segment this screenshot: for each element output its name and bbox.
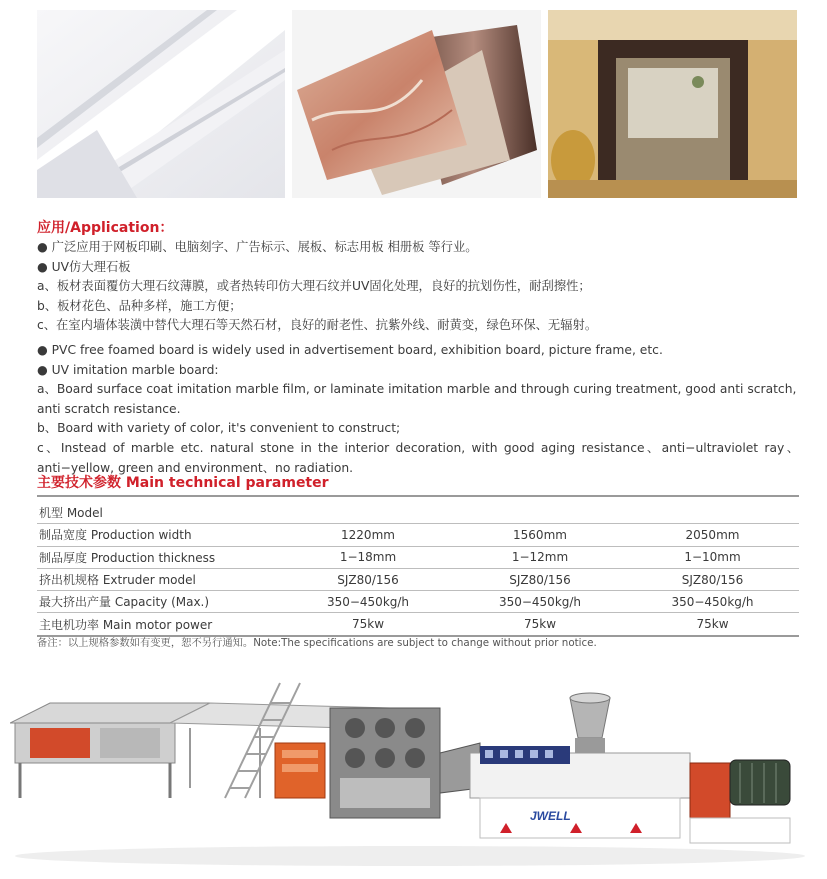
- row-label: 挤出机规格 Extruder model: [37, 568, 282, 590]
- table-row: [37, 524, 799, 546]
- interior-marble-photo: [548, 10, 797, 198]
- cn-item-b: b、板材花色、品种多样，施工方便；: [37, 298, 242, 313]
- bullet-icon: ●: [37, 342, 52, 357]
- cell-value: 1−18mm: [282, 546, 454, 568]
- cell-value: 75kw: [454, 613, 626, 636]
- cell-value: 1560mm: [454, 524, 626, 546]
- row-label: 制品宽度 Production width: [37, 524, 282, 546]
- bullet-icon: ●: [37, 259, 52, 274]
- table-row: [37, 502, 799, 524]
- table-row: [37, 568, 799, 590]
- cell-value: 350−450kg/h: [454, 591, 626, 613]
- en-item-a: a、Board surface coat imitation marble film, or laminate imitation marble and through curing treatment, good anti scratch, anti scratch resistance.: [37, 382, 797, 416]
- row-label: 最大挤出产量 Capacity (Max.): [37, 591, 282, 613]
- en-bullet-1-text: PVC free foamed board is widely used in advertisement board, exhibition board, picture frame, etc.: [51, 342, 663, 357]
- cell-value: 350−450kg/h: [626, 591, 799, 613]
- cell-value: 2050mm: [626, 524, 799, 546]
- en-item-c: c、Instead of marble etc. natural stone in the interior decoration, with good aging resistance、anti−ultraviolet ray、anti−yellow, green and environment、no radiation.: [37, 440, 799, 475]
- table-row: [37, 546, 799, 568]
- en-bullet-2-text: UV imitation marble board:: [51, 362, 219, 377]
- cn-item-c: c、在室内墙体装潢中替代大理石等天然石材，良好的耐老性、抗紫外线、耐黄变，绿色环保、无辐射。: [37, 318, 598, 333]
- row-label: 机型 Model: [37, 502, 282, 524]
- cn-bullet-1-text: 广泛应用于网板印刷、电脑刻字、广告标示、展板、标志用板 相册板 等行业。: [51, 240, 478, 254]
- spec-table: [37, 502, 799, 637]
- white-pvc-board-photo: [37, 10, 285, 198]
- production-line-illustration: [10, 668, 820, 868]
- cn-bullet-1: [37, 238, 799, 258]
- cell-value: 350−450kg/h: [282, 591, 454, 613]
- cell-value: SJZ80/156: [626, 568, 799, 590]
- jwell-logo: JWELL: [530, 809, 571, 823]
- table-row: [37, 591, 799, 613]
- cell-value: SJZ80/156: [454, 568, 626, 590]
- en-item-b: b、Board with variety of color, it's convenient to construct;: [37, 421, 401, 436]
- cell-value: 1220mm: [282, 524, 454, 546]
- table-row: [37, 613, 799, 636]
- en-bullet-2: [37, 361, 799, 381]
- cell-value: 1−12mm: [454, 546, 626, 568]
- row-label: 制品厚度 Production thickness: [37, 546, 282, 568]
- bullet-icon: ●: [37, 362, 52, 377]
- application-title: 应用/Application：: [37, 220, 174, 236]
- cell-value: [282, 502, 454, 524]
- cell-value: 1−10mm: [626, 546, 799, 568]
- en-bullet-1: [37, 341, 799, 361]
- cell-value: [454, 502, 626, 524]
- cell-value: [626, 502, 799, 524]
- row-label: 主电机功率 Main motor power: [37, 613, 282, 636]
- marble-board-photo: [292, 10, 541, 198]
- spec-title-rule: [37, 495, 799, 497]
- cn-bullet-2-text: UV仿大理石板: [51, 259, 131, 274]
- bullet-icon: ●: [37, 240, 52, 254]
- application-section: [37, 218, 799, 478]
- cell-value: 75kw: [282, 613, 454, 636]
- cn-bullet-2: [37, 258, 799, 278]
- cn-item-a: a、板材表面覆仿大理石纹薄膜，或者热转印仿大理石纹并UV固化处理，良好的抗划伤性，耐刮擦性；: [37, 279, 591, 294]
- cell-value: SJZ80/156: [282, 568, 454, 590]
- spec-note: 备注：以上规格参数如有变更，恕不另行通知。Note:The specifications are subject to change without prior notice.: [37, 637, 597, 649]
- cell-value: 75kw: [626, 613, 799, 636]
- spec-title: 主要技术参数 Main technical parameter: [37, 475, 329, 491]
